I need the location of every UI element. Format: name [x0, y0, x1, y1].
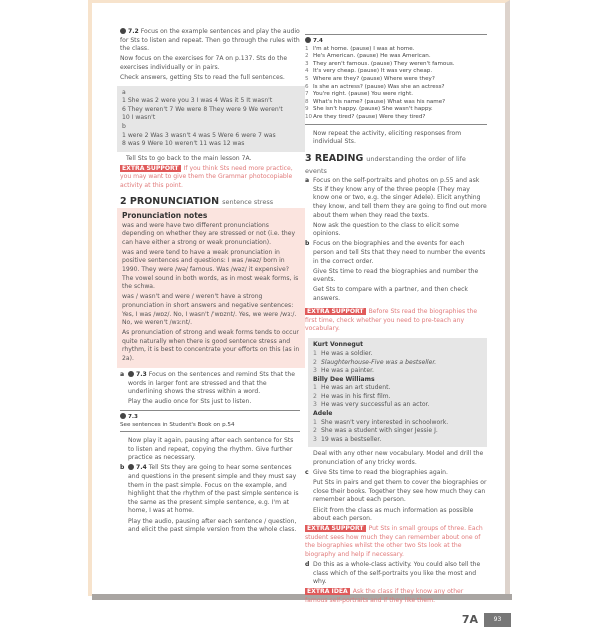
- text: If you think Sts need more practice, you may want to give them the Grammar photocopiable activity at this point.: [120, 164, 293, 189]
- bio-item: 1 He was a soldier.: [313, 349, 373, 357]
- pronunciation-notes: [117, 208, 305, 369]
- extra-support: [305, 525, 487, 559]
- audio-label: 7.4: [136, 464, 147, 472]
- text: Tell Sts to go back to the main lesson 7A.: [126, 154, 252, 162]
- bio-name: Kurt Vonnegut: [313, 341, 363, 349]
- text: was and were have two different pronunciations depending on whether they are stressed or not (i.e. they can have either a strong or weak pronunciation).: [122, 221, 296, 246]
- audio-icon: [120, 28, 126, 34]
- exercise-c: [305, 469, 487, 525]
- script-line: 2 He's American. (pause) He was American.: [305, 53, 431, 60]
- script-line: 10Are they tired? (pause) Were they tired?: [305, 113, 426, 120]
- text: Do this as a whole-class activity. You could also tell the class which of the self-portraits you like the most and why.: [313, 561, 481, 586]
- bio-name: Billy Dee Williams: [313, 375, 375, 383]
- notes-title: Pronunciation notes: [122, 210, 208, 220]
- extra-idea-tag: EXTRA IDEA: [307, 588, 348, 596]
- text: Focus on the biographies and the events for each person and tell Sts that they need to number the events in the correct order.: [313, 240, 486, 265]
- answer-line: 1 She was 2 were you 3 I was 4 Was it 5 It wasn't: [122, 97, 273, 105]
- text: was and were tend to have a weak pronunciation in positive sentences and questions: I was /wəz/ born in 1990. They were /wə/ famous. Was /wəz/ it expensive? The vowel sound in both words, as in most weak forms, is the schwa.: [122, 248, 299, 291]
- exercise-a: [120, 371, 300, 407]
- footer: [305, 607, 511, 627]
- bio-item: 3 He was very successful as an actor.: [313, 401, 430, 409]
- text: Now focus on the exercises for 7A on p.137. Sts do the exercises individually or in pairs.: [120, 55, 288, 71]
- text: Focus on the example sentences and play the audio for Sts to listen and repeat. Then go through the rules with the class.: [120, 28, 300, 53]
- audioscript-7-3: [120, 410, 300, 432]
- bio-item: 2 She was a student with singer Jessie J.: [313, 427, 438, 435]
- exercise-b: [305, 240, 487, 305]
- text: Now repeat the activity, eliciting responses from individual Sts.: [313, 129, 462, 146]
- answer-label: a: [122, 88, 126, 96]
- unit-label: 7A: [461, 613, 478, 627]
- extra-support: [120, 165, 300, 191]
- bio-item: 1 He was an art student.: [313, 384, 391, 392]
- audio-icon: [128, 371, 134, 377]
- heading-title: 3 READING: [305, 153, 364, 165]
- exercise-letter: b: [120, 464, 125, 472]
- right-column: [305, 34, 502, 627]
- script-line: 6 Is she an actress? (pause) Was she an actress?: [305, 83, 445, 90]
- left-column: [120, 28, 300, 536]
- extra-idea: [305, 588, 487, 605]
- exercise-letter: a: [305, 177, 310, 185]
- extra-support-tag: EXTRA SUPPORT: [307, 525, 364, 533]
- bio-item: 3 19 was a bestseller.: [313, 435, 382, 443]
- text: As pronunciation of strong and weak forms tends to occur quite naturally when there is good sentence stress and rhythm, it is best to concentrate your efforts on this (as in 2a).: [122, 329, 300, 362]
- script-line: 5 Where are they? (pause) Where were they?: [305, 75, 435, 82]
- text: Focus on the self-portraits and photos on p.55 and ask Sts if they know any of the three people (They may know one or two, e.g. the singer Adele). Elicit anything they know, and tell them they are going to find out more about them when they read the texts.: [313, 177, 487, 219]
- text: Give Sts time to read the biographies again.: [313, 469, 448, 477]
- text: Give Sts time to read the biographies and number the events.: [313, 267, 479, 284]
- text: Deal with any other new vocabulary. Model and drill the pronunciation of any tricky words.: [313, 450, 484, 467]
- text: Get Sts to compare with a partner, and then check answers.: [313, 286, 468, 302]
- answer-line: 8 was 9 Were 10 weren't 11 was 12 was: [122, 140, 245, 148]
- text: Now play it again, pausing after each sentence for Sts to listen and repeat, copying the rhythm. Give further practice as necessary.: [128, 437, 294, 462]
- script-line: 9 She isn't happy. (pause) She wasn't happy.: [305, 106, 433, 113]
- text: Put Sts in small groups of three. Each student sees how much they can remember about one of the biographies whilst the other two Sts look at the biography and help if necessary.: [305, 525, 483, 558]
- bio-item: 3 He was a painter.: [313, 367, 374, 375]
- bio-item: 1 She wasn't very interested in schoolwork.: [313, 418, 449, 426]
- bio-item: 2 Slaughterhouse-Five was a bestseller.: [313, 358, 437, 366]
- page-number: 93: [484, 613, 511, 627]
- audio-label: 7.2: [128, 28, 139, 35]
- audio-label: 7.4: [313, 38, 323, 44]
- text: Now ask the question to the class to elicit some opinions.: [313, 221, 459, 238]
- section-7-2: [120, 28, 300, 83]
- heading-subtitle: sentence stress: [222, 197, 274, 206]
- bio-name: Adele: [313, 410, 333, 418]
- text: Focus on the sentences and remind Sts that the words in larger font are stressed and that the underlining shows the stress within a word.: [128, 371, 296, 396]
- extra-support-tag: EXTRA SUPPORT: [122, 164, 179, 172]
- text: Put Sts in pairs and get them to cover the biographies or close their books. Together they see how much they can remember about each person.: [313, 479, 487, 504]
- exercise-letter: a: [120, 371, 125, 379]
- script-line: 7 You're right. (pause) You were right.: [305, 91, 414, 98]
- script-line: 1 I'm at home. (pause) I was at home.: [305, 45, 415, 52]
- answer-line: 6 They weren't 7 We were 8 They were 9 We weren't: [122, 105, 283, 113]
- biography-answers: [308, 338, 487, 447]
- extra-support: [305, 308, 487, 334]
- text: Tell Sts they are going to hear some sentences and questions in the present simple and they must say them in the past simple. Focus on the example, and highlight that the rhythm of the past simple sentence is the same as the present simple sentence, e.g. I'm at home, I was at home.: [128, 464, 299, 515]
- exercise-a: [305, 177, 487, 240]
- text: Check answers, getting Sts to read the full sentences.: [120, 73, 285, 81]
- text: Play the audio once for Sts just to listen.: [128, 398, 252, 406]
- audio-label: 7.3: [128, 413, 138, 420]
- extra-support-tag: EXTRA SUPPORT: [307, 308, 364, 316]
- exercise-d: [305, 561, 487, 588]
- script-line: 3 They aren't famous. (pause) They weren't famous.: [305, 60, 455, 67]
- answer-label: b: [122, 122, 126, 130]
- heading-title: 2 PRONUNCIATION: [120, 195, 220, 207]
- exercise-letter: b: [305, 240, 310, 248]
- audioscript-7-4: [305, 34, 487, 125]
- exercise-letter: d: [305, 561, 310, 569]
- text: See sentences in Student's Book on p.54: [120, 421, 235, 428]
- exercise-letter: c: [305, 469, 309, 477]
- text: Before Sts read the biographies the first time, check whether you need to pre-teach any vocabulary.: [305, 308, 478, 333]
- exercise-b: [120, 464, 300, 534]
- script-line: 8 What's his name? (pause) What was his name?: [305, 98, 446, 105]
- text: was / wasn't and were / weren't have a strong pronunciation in short answers and negative sentences: Yes, I was /wɒz/. No, I wasn't /ˈwɒznt/. Yes, we were /wɜː/. No, we weren't /wɜːnt/.: [122, 293, 297, 327]
- answer-line: 10 I wasn't: [122, 114, 156, 122]
- audio-icon: [128, 464, 134, 470]
- heading-subtitle: understanding the order of life events: [305, 155, 466, 176]
- section-heading: [120, 196, 300, 208]
- text: Ask the class if they know any other famous self-portraits and if they like them.: [305, 588, 464, 604]
- audio-icon: [120, 413, 126, 419]
- answer-line: 1 were 2 Was 3 wasn't 4 was 5 Were 6 were 7 was: [122, 131, 276, 139]
- audio-label: 7.3: [136, 371, 147, 379]
- text: Elicit from the class as much information as possible about each person.: [313, 506, 474, 523]
- script-line: 4 It's very cheap. (pause) It was very cheap.: [305, 68, 433, 75]
- bio-item: 2 He was in his first film.: [313, 392, 391, 400]
- audio-icon: [305, 37, 311, 43]
- answer-box: [117, 86, 305, 152]
- text: Play the audio, pausing after each sentence / question, and elicit the past simple version from the whole class.: [128, 517, 297, 534]
- section-heading: [305, 153, 487, 177]
